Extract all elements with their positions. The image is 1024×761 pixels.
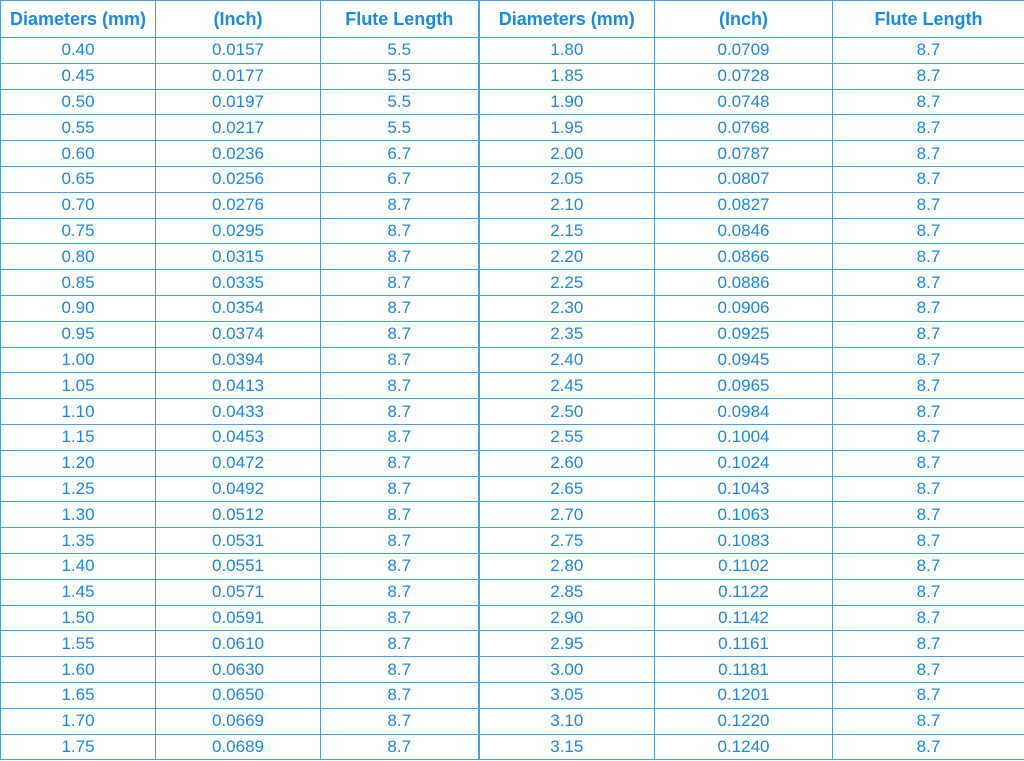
cell-diameter-mm-2: 2.90: [479, 605, 655, 631]
cell-diameter-mm: 1.65: [1, 682, 156, 708]
table-row: [1, 553, 1024, 579]
table-body: [1, 38, 1024, 760]
cell-inch: 0.0571: [156, 579, 321, 605]
cell-inch-2: 0.0906: [655, 295, 833, 321]
cell-diameter-mm-2: 2.00: [479, 141, 655, 167]
table-row: [1, 141, 1024, 167]
table-row: [1, 605, 1024, 631]
header-flute-length: Flute Length: [321, 1, 479, 38]
cell-inch: 0.0354: [156, 295, 321, 321]
cell-flute-length-2: 8.7: [833, 682, 1024, 708]
cell-diameter-mm: 1.40: [1, 553, 156, 579]
cell-flute-length-2: 8.7: [833, 657, 1024, 683]
cell-flute-length: 8.7: [321, 373, 479, 399]
cell-diameter-mm-2: 2.45: [479, 373, 655, 399]
cell-inch-2: 0.1161: [655, 631, 833, 657]
cell-flute-length: 5.5: [321, 38, 479, 64]
table-row: [1, 373, 1024, 399]
cell-diameter-mm-2: 2.15: [479, 218, 655, 244]
cell-inch: 0.0610: [156, 631, 321, 657]
header-row: [1, 1, 1024, 38]
cell-flute-length-2: 8.7: [833, 321, 1024, 347]
cell-diameter-mm-2: 2.35: [479, 321, 655, 347]
cell-inch: 0.0591: [156, 605, 321, 631]
table-row: [1, 192, 1024, 218]
cell-flute-length: 5.5: [321, 115, 479, 141]
cell-diameter-mm: 0.75: [1, 218, 156, 244]
cell-flute-length-2: 8.7: [833, 295, 1024, 321]
cell-flute-length-2: 8.7: [833, 399, 1024, 425]
cell-flute-length: 8.7: [321, 605, 479, 631]
cell-flute-length: 5.5: [321, 89, 479, 115]
cell-diameter-mm-2: 2.70: [479, 502, 655, 528]
cell-inch: 0.0394: [156, 347, 321, 373]
header-diameter-mm: Diameters (mm): [1, 1, 156, 38]
cell-diameter-mm-2: 1.85: [479, 63, 655, 89]
cell-flute-length-2: 8.7: [833, 553, 1024, 579]
cell-flute-length-2: 8.7: [833, 708, 1024, 734]
cell-inch-2: 0.0827: [655, 192, 833, 218]
table-row: [1, 424, 1024, 450]
cell-inch-2: 0.0768: [655, 115, 833, 141]
table-row: [1, 63, 1024, 89]
table-row: [1, 579, 1024, 605]
cell-diameter-mm: 1.50: [1, 605, 156, 631]
cell-flute-length: 8.7: [321, 218, 479, 244]
cell-flute-length: 8.7: [321, 528, 479, 554]
cell-flute-length: 6.7: [321, 166, 479, 192]
cell-inch: 0.0472: [156, 450, 321, 476]
cell-inch-2: 0.1142: [655, 605, 833, 631]
cell-inch: 0.0531: [156, 528, 321, 554]
cell-flute-length-2: 8.7: [833, 424, 1024, 450]
cell-flute-length: 8.7: [321, 476, 479, 502]
table-row: [1, 295, 1024, 321]
table-row: [1, 657, 1024, 683]
cell-flute-length-2: 8.7: [833, 450, 1024, 476]
cell-diameter-mm: 0.40: [1, 38, 156, 64]
cell-diameter-mm-2: 2.55: [479, 424, 655, 450]
cell-inch-2: 0.0984: [655, 399, 833, 425]
cell-diameter-mm: 0.45: [1, 63, 156, 89]
cell-diameter-mm: 1.25: [1, 476, 156, 502]
cell-diameter-mm: 0.60: [1, 141, 156, 167]
table-row: [1, 399, 1024, 425]
cell-inch: 0.0276: [156, 192, 321, 218]
cell-diameter-mm: 1.00: [1, 347, 156, 373]
cell-diameter-mm-2: 2.60: [479, 450, 655, 476]
cell-flute-length-2: 8.7: [833, 166, 1024, 192]
cell-flute-length-2: 8.7: [833, 218, 1024, 244]
table-row: [1, 708, 1024, 734]
cell-diameter-mm: 1.45: [1, 579, 156, 605]
cell-inch: 0.0669: [156, 708, 321, 734]
cell-diameter-mm: 1.70: [1, 708, 156, 734]
cell-flute-length-2: 8.7: [833, 38, 1024, 64]
cell-diameter-mm-2: 2.05: [479, 166, 655, 192]
cell-flute-length-2: 8.7: [833, 89, 1024, 115]
cell-diameter-mm-2: 2.80: [479, 553, 655, 579]
cell-diameter-mm-2: 2.65: [479, 476, 655, 502]
cell-flute-length-2: 8.7: [833, 192, 1024, 218]
cell-inch: 0.0335: [156, 270, 321, 296]
cell-diameter-mm-2: 2.85: [479, 579, 655, 605]
table-row: [1, 347, 1024, 373]
cell-inch-2: 0.1102: [655, 553, 833, 579]
cell-flute-length: 8.7: [321, 450, 479, 476]
cell-diameter-mm: 0.55: [1, 115, 156, 141]
cell-diameter-mm-2: 1.95: [479, 115, 655, 141]
table-row: [1, 631, 1024, 657]
cell-flute-length: 8.7: [321, 399, 479, 425]
cell-flute-length: 5.5: [321, 63, 479, 89]
cell-flute-length: 8.7: [321, 553, 479, 579]
cell-flute-length: 8.7: [321, 347, 479, 373]
cell-diameter-mm: 0.80: [1, 244, 156, 270]
cell-flute-length-2: 8.7: [833, 734, 1024, 760]
cell-diameter-mm: 0.70: [1, 192, 156, 218]
cell-diameter-mm-2: 2.75: [479, 528, 655, 554]
table-row: [1, 528, 1024, 554]
cell-flute-length: 8.7: [321, 321, 479, 347]
cell-inch-2: 0.1240: [655, 734, 833, 760]
cell-flute-length: 8.7: [321, 734, 479, 760]
table-header: [1, 1, 1024, 38]
cell-inch-2: 0.0748: [655, 89, 833, 115]
cell-inch: 0.0551: [156, 553, 321, 579]
cell-diameter-mm: 1.60: [1, 657, 156, 683]
cell-diameter-mm-2: 3.05: [479, 682, 655, 708]
cell-diameter-mm: 1.20: [1, 450, 156, 476]
cell-inch-2: 0.1122: [655, 579, 833, 605]
cell-flute-length: 8.7: [321, 682, 479, 708]
cell-flute-length: 8.7: [321, 295, 479, 321]
cell-diameter-mm-2: 1.80: [479, 38, 655, 64]
cell-diameter-mm-2: 2.10: [479, 192, 655, 218]
cell-inch: 0.0650: [156, 682, 321, 708]
cell-inch-2: 0.1004: [655, 424, 833, 450]
cell-inch-2: 0.0886: [655, 270, 833, 296]
cell-flute-length: 8.7: [321, 657, 479, 683]
cell-flute-length: 6.7: [321, 141, 479, 167]
cell-diameter-mm: 0.50: [1, 89, 156, 115]
cell-flute-length-2: 8.7: [833, 579, 1024, 605]
cell-inch: 0.0492: [156, 476, 321, 502]
cell-diameter-mm-2: 2.20: [479, 244, 655, 270]
table-row: [1, 321, 1024, 347]
cell-inch: 0.0433: [156, 399, 321, 425]
cell-diameter-mm: 0.95: [1, 321, 156, 347]
cell-diameter-mm-2: 2.25: [479, 270, 655, 296]
cell-flute-length-2: 8.7: [833, 373, 1024, 399]
header-inch-2: (Inch): [655, 1, 833, 38]
cell-diameter-mm: 1.05: [1, 373, 156, 399]
table-row: [1, 218, 1024, 244]
cell-inch-2: 0.0965: [655, 373, 833, 399]
cell-inch-2: 0.1024: [655, 450, 833, 476]
cell-inch-2: 0.0866: [655, 244, 833, 270]
cell-inch: 0.0512: [156, 502, 321, 528]
cell-inch: 0.0689: [156, 734, 321, 760]
cell-inch-2: 0.1063: [655, 502, 833, 528]
cell-flute-length-2: 8.7: [833, 141, 1024, 167]
cell-inch-2: 0.1043: [655, 476, 833, 502]
cell-inch: 0.0256: [156, 166, 321, 192]
cell-diameter-mm: 1.35: [1, 528, 156, 554]
cell-inch: 0.0157: [156, 38, 321, 64]
cell-flute-length-2: 8.7: [833, 528, 1024, 554]
table-row: [1, 38, 1024, 64]
cell-inch: 0.0295: [156, 218, 321, 244]
cell-inch-2: 0.1181: [655, 657, 833, 683]
cell-flute-length-2: 8.7: [833, 476, 1024, 502]
cell-flute-length: 8.7: [321, 192, 479, 218]
cell-flute-length: 8.7: [321, 424, 479, 450]
cell-inch-2: 0.0945: [655, 347, 833, 373]
cell-inch-2: 0.0787: [655, 141, 833, 167]
cell-diameter-mm-2: 2.30: [479, 295, 655, 321]
cell-inch: 0.0630: [156, 657, 321, 683]
table-row: [1, 270, 1024, 296]
cell-inch: 0.0197: [156, 89, 321, 115]
cell-diameter-mm: 1.55: [1, 631, 156, 657]
cell-flute-length: 8.7: [321, 579, 479, 605]
cell-diameter-mm: 0.90: [1, 295, 156, 321]
cell-diameter-mm: 0.85: [1, 270, 156, 296]
table-row: [1, 244, 1024, 270]
cell-inch: 0.0217: [156, 115, 321, 141]
cell-inch: 0.0315: [156, 244, 321, 270]
cell-inch-2: 0.1083: [655, 528, 833, 554]
cell-inch: 0.0177: [156, 63, 321, 89]
table-row: [1, 115, 1024, 141]
cell-diameter-mm: 1.75: [1, 734, 156, 760]
cell-flute-length: 8.7: [321, 270, 479, 296]
header-diameter-mm-2: Diameters (mm): [479, 1, 655, 38]
cell-flute-length: 8.7: [321, 708, 479, 734]
cell-diameter-mm-2: 1.90: [479, 89, 655, 115]
table-row: [1, 89, 1024, 115]
cell-inch-2: 0.1220: [655, 708, 833, 734]
header-inch: (Inch): [156, 1, 321, 38]
cell-diameter-mm-2: 3.00: [479, 657, 655, 683]
table-row: [1, 450, 1024, 476]
cell-inch-2: 0.0709: [655, 38, 833, 64]
cell-inch-2: 0.0728: [655, 63, 833, 89]
cell-diameter-mm-2: 3.15: [479, 734, 655, 760]
cell-diameter-mm-2: 2.95: [479, 631, 655, 657]
cell-diameter-mm-2: 3.10: [479, 708, 655, 734]
cell-diameter-mm-2: 2.50: [479, 399, 655, 425]
cell-inch: 0.0236: [156, 141, 321, 167]
cell-diameter-mm: 1.15: [1, 424, 156, 450]
cell-diameter-mm: 1.30: [1, 502, 156, 528]
cell-inch-2: 0.0925: [655, 321, 833, 347]
cell-diameter-mm: 1.10: [1, 399, 156, 425]
cell-flute-length-2: 8.7: [833, 631, 1024, 657]
cell-flute-length-2: 8.7: [833, 115, 1024, 141]
cell-flute-length-2: 8.7: [833, 502, 1024, 528]
cell-diameter-mm: 0.65: [1, 166, 156, 192]
cell-flute-length-2: 8.7: [833, 347, 1024, 373]
header-flute-length-2: Flute Length: [833, 1, 1024, 38]
cell-flute-length-2: 8.7: [833, 244, 1024, 270]
cell-flute-length-2: 8.7: [833, 63, 1024, 89]
cell-flute-length-2: 8.7: [833, 605, 1024, 631]
cell-inch: 0.0413: [156, 373, 321, 399]
cell-flute-length: 8.7: [321, 244, 479, 270]
cell-inch: 0.0453: [156, 424, 321, 450]
cell-diameter-mm-2: 2.40: [479, 347, 655, 373]
cell-flute-length: 8.7: [321, 631, 479, 657]
cell-inch: 0.0374: [156, 321, 321, 347]
table-row: [1, 166, 1024, 192]
cell-inch-2: 0.0846: [655, 218, 833, 244]
cell-inch-2: 0.0807: [655, 166, 833, 192]
cell-inch-2: 0.1201: [655, 682, 833, 708]
cell-flute-length: 8.7: [321, 502, 479, 528]
table-row: [1, 476, 1024, 502]
cell-flute-length-2: 8.7: [833, 270, 1024, 296]
table-row: [1, 502, 1024, 528]
table-row: [1, 734, 1024, 760]
table-row: [1, 682, 1024, 708]
